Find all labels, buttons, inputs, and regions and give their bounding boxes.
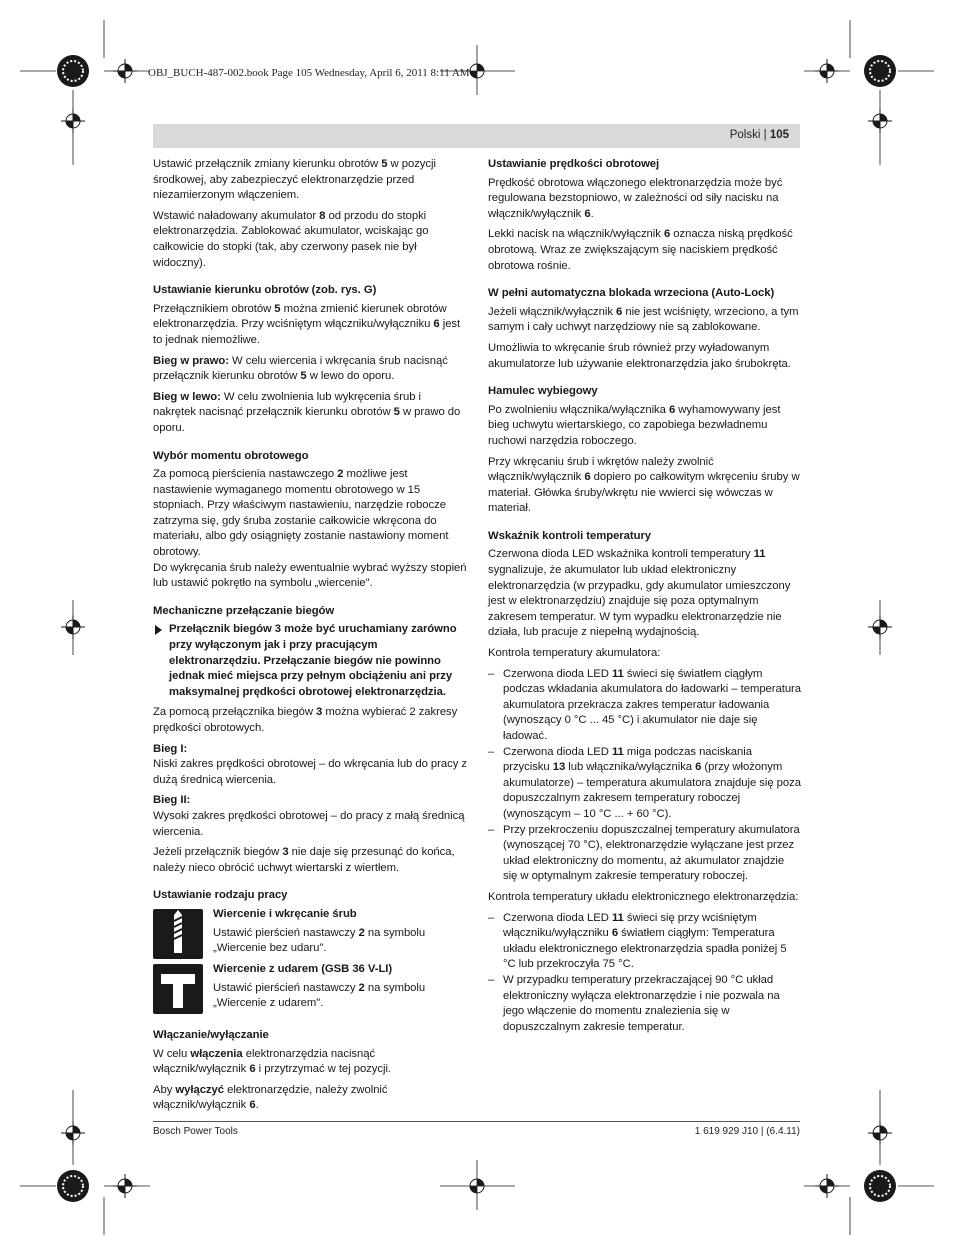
mode-description: Ustawić pierścień nastawczy 2 na symbolu „Wiercenie z udarem". — [213, 981, 426, 1010]
sunburst-mark-tl — [57, 55, 89, 87]
paragraph: Przy wkręcaniu śrub i wkrętów należy zwolnić włącznik/wyłącznik 6 dopiero po całkowitym wkręceniu śruby w materiał. Główka śruby/wkrętu nie wwierci się wówczas w materiał. — [488, 455, 800, 515]
subheading: Bieg II: — [153, 794, 191, 807]
electronics-temperature-list — [488, 911, 801, 1036]
footer-brand: Bosch Power Tools — [153, 1126, 238, 1137]
mode-drilling — [153, 907, 467, 961]
paragraph: Prędkość obrotowa włączonego elektronarzędzia może być regulowana bezstopniowo, w zależności od siły nacisku na włącznik/wyłącznik 6. — [488, 176, 783, 220]
left-column — [153, 157, 467, 1119]
mode-hammer-drilling — [153, 962, 467, 1016]
list-item: – Czerwona dioda LED 11 miga podczas naciskania przycisku 13 lub włącznika/wyłącznika 6 (przy włożonym akumulatorze) – temperatura akumulatora znajduje się poza dopuszczalnym zakresem temperatury roboczej (wynoszącym – 10 °C ... + 60 °C). — [488, 745, 801, 820]
paragraph: Po zwolnieniu włącznika/wyłącznika 6 wyhamowywany jest bieg uchwytu wiertarskiego, co zapobiega bezwładnemu ruchowi narzędzia roboczego. — [488, 403, 781, 447]
paragraph: Wysoki zakres prędkości obrotowej – do pracy z małą średnicą wiercenia. — [153, 809, 465, 838]
paragraph: Czerwona dioda LED wskaźnika kontroli temperatury 11 sygnalizuje, że akumulator lub układ elektroniczny elektronarzędzia (w przypadku, gdy akumulator umieszczony jest w elektronarzędziu) znajduje się poza optymalnym zakresem temperatur. W tym wypadku elektronarzędzie nie działa, lub pracuje z niepełną wydajnością. — [488, 548, 791, 639]
subheading: Bieg I: — [153, 742, 188, 755]
paragraph: Kontrola temperatury akumulatora: — [488, 647, 661, 660]
paragraph: Jeżeli przełącznik biegów 3 nie daje się przesunąć do końca, należy nieco obrócić uchwyt wiertarski z wiertłem. — [153, 846, 455, 874]
paragraph: Bieg w lewo: W celu zwolnienia lub wykręcenia śrub i nakrętek nacisnąć przełącznik kierunku obrotów 5 w prawo do oporu. — [153, 390, 461, 434]
print-slug: OBJ_BUCH-487-002.book Page 105 Wednesday, April 6, 2011 8:11 AM — [148, 67, 470, 79]
section-heading: Hamulec wybiegowy — [488, 385, 598, 398]
section-heading: Włączanie/wyłączanie — [153, 1028, 269, 1041]
header-label — [730, 129, 789, 141]
triangle-bullet-icon — [155, 625, 162, 635]
paragraph: Za pomocą pierścienia nastawczego 2 możliwe jest nastawienie wymaganego momentu obrotowego w 15 stopniach. Przy właściwym nastawieniu, narzędzie robocze zatrzyma się, gdy śruba zostanie całkowicie wkręcona do materiału, albo gdy osiągnięty zostanie nastawiony moment obrotowy. — [153, 468, 449, 559]
section-heading: Mechaniczne przełączanie biegów — [153, 604, 335, 617]
paragraph: Jeżeli włącznik/wyłącznik 6 nie jest wciśnięty, wrzeciono, a tym samym i cały uchwyt narzędziowy nie są zablokowane. — [488, 305, 799, 334]
drill-bit-icon — [153, 909, 203, 959]
paragraph: Ustawić przełącznik zmiany kierunku obrotów 5 w pozycji środkowej, aby zabezpieczyć elektronarzędzie przed niezamierzonym włączeniem. — [153, 158, 436, 202]
page-header — [153, 124, 800, 148]
paragraph: Bieg w prawo: W celu wiercenia i wkręcania śrub nacisnąć przełącznik kierunku obrotów 5 w lewo do oporu. — [153, 354, 448, 383]
sunburst-mark-bl — [57, 1170, 89, 1202]
section-heading: W pełni automatyczna blokada wrzeciona (Auto-Lock) — [488, 287, 775, 300]
section-heading: Ustawianie kierunku obrotów (zob. rys. G) — [153, 284, 377, 297]
warning-note: Przełącznik biegów 3 może być uruchamiany zarówno przy wyłączonym jak i przy pracującym elektronarzędziu. Przełączanie biegów nie powinno jednak mieć miejsca przy pełnym obciążeniu ani przy maksymalnej prędkości obrotowej elektronarzędzia. — [153, 622, 467, 700]
paragraph: Wstawić naładowany akumulator 8 od przodu do stopki elektronarzędzia. Zablokować akumulator, wciskając go całkowicie do stopki (tak, aby czerwony pasek nie był widoczny). — [153, 209, 429, 269]
list-item: – Czerwona dioda LED 11 świeci się przy wciśniętym włączniku/wyłączniku 6 światłem ciągłym: Temperatura układu elektronicznego elektronarzędzia spadła poniżej 5 °C lub przekroczyła 75 °C. — [488, 911, 787, 971]
footer-divider — [153, 1121, 800, 1122]
paragraph: Do wykręcania śrub należy ewentualnie wybrać wyższy stopień lub ustawić pokrętło na symbolu „wiercenie". — [153, 561, 467, 590]
mode-description: Ustawić pierścień nastawczy 2 na symbolu „Wiercenie bez udaru". — [213, 926, 426, 955]
page-number: 105 — [769, 129, 789, 141]
list-item: – Przy przekroczeniu dopuszczalnej temperatury akumulatora (wynoszącej 70 °C), elektronarzędzie wyłączane jest przez układ elektroniczny do momentu, aż akumulator znajdzie się w optymalnym zakresie temperatury roboczej. — [488, 823, 800, 883]
header-separator: | — [763, 129, 767, 141]
paragraph: Przełącznikiem obrotów 5 można zmienić kierunek obrotów elektronarzędzia. Przy wciśniętym włączniku/wyłączniku 6 jest to jednak niemożliwe. — [153, 302, 461, 346]
paragraph: Za pomocą przełącznika biegów 3 można wybierać 2 zakresy prędkości obrotowych. — [153, 706, 458, 734]
mode-text — [213, 907, 467, 957]
header-language: Polski — [729, 129, 761, 141]
section-heading: Wybór momentu obrotowego — [153, 449, 309, 462]
paragraph: Lekki nacisk na włącznik/wyłącznik 6 oznacza niską prędkość obrotową. Wraz ze zwiększającym się naciskiem prędkość obrotowa rośnie. — [488, 228, 793, 272]
paragraph: Umożliwia to wkręcanie śrub również przy wyładowanym akumulatorze lub używanie elektronarzędzia jako śrubokręta. — [488, 341, 791, 370]
paragraph: Aby wyłączyć elektronarzędzie, należy zwolnić włącznik/wyłącznik 6. — [153, 1083, 388, 1112]
sunburst-mark-br — [864, 1170, 896, 1202]
section-heading: Ustawianie prędkości obrotowej — [488, 158, 660, 170]
footer-docnumber: 1 619 929 J10 | (6.4.11) — [694, 1126, 800, 1137]
mode-title: Wiercenie i wkręcanie śrub — [213, 907, 357, 920]
mode-text — [213, 962, 467, 1012]
sunburst-mark-tr — [864, 55, 896, 87]
hammer-icon — [153, 964, 203, 1014]
right-column — [488, 157, 801, 1040]
paragraph: W celu włączenia elektronarzędzia nacisnąć włącznik/wyłącznik 6 i przytrzymać w tej pozycji. — [153, 1047, 391, 1076]
list-item: – Czerwona dioda LED 11 świeci się światłem ciągłym podczas wkładania akumulatora do ładowarki – temperatura akumulatora przekracza zakres temperatur ładowania (wynoszący 0 °C ... 45 °C) i akumulator nie daje się ładować. — [488, 667, 801, 742]
mode-title: Wiercenie z udarem (GSB 36 V-LI) — [213, 962, 393, 975]
list-item: – W przypadku temperatury przekraczającej 90 °C układ elektroniczny wyłącza elektronarzędzie i nie pozwala na jego włączenie do momentu znalezienia się w dopuszczalnym zakresie temperatur. — [488, 973, 780, 1033]
paragraph: Niski zakres prędkości obrotowej – do wkręcania lub do pracy z dużą średnicą wiercenia. — [153, 758, 467, 786]
section-heading: Ustawianie rodzaju pracy — [153, 889, 288, 902]
paragraph: Kontrola temperatury układu elektronicznego elektronarzędzia: — [488, 890, 799, 903]
section-heading: Wskaźnik kontroli temperatury — [488, 529, 652, 542]
battery-temperature-list — [488, 667, 801, 885]
